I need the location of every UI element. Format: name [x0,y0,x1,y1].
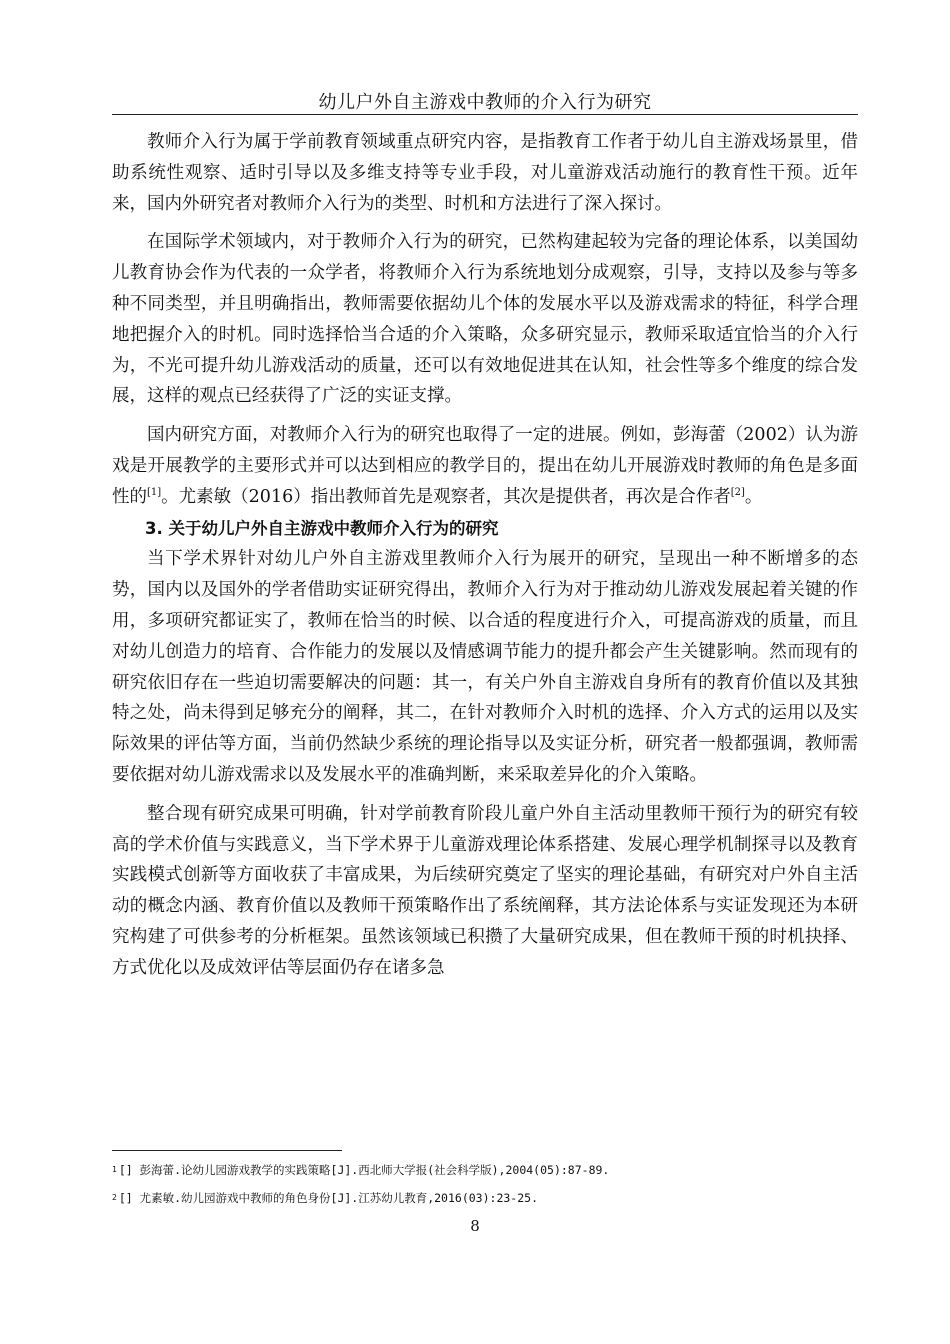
section-heading: 3. 关于幼儿户外自主游戏中教师介入行为的研究 [145,518,499,538]
paragraph-outdoor-research: 当下学术界针对幼儿户外自主游戏里教师介入行为展开的研究，呈现出一种不断增多的态势，国内以及国外的学者借助实证研究得出，教师介入行为对于推动幼儿游戏发展起着关键的作用，多项研究都证实了，教师在恰当的时候、以合适的程度进行介入，可提高游戏的质量，而且对幼儿创造力的培育、合作能力的发展以及情感调节能力的提升都会产生关键影响。然而现有的研究依旧存在一些迫切需要解决的问题：其一，有关户外自主游戏自身所有的教育价值以及其独特之处，尚未得到足够充分的阐释，其二，在针对教师介入时机的选择、介入方式的运用以及实际效果的评估等方面，当前仍然缺少系统的理论指导以及实证分析，研究者一般都强调，教师需要依据对幼儿游戏需求以及发展水平的准确判断，来采取差异化的介入策略。 [112,549,858,785]
paragraph-text: 。尤素敏（2016）指出教师首先是观察者，其次是提供者，再次是合作者 [161,486,731,507]
paragraph-text: 国内研究方面，对教师介入行为的研究也取得了一定的进展。例如，彭海蕾（2002）认为游戏是开展教学的主要形式并可以达到相应的教学目的，提出在幼儿开展游戏时教师的角色是多面性的 [112,425,858,507]
header-rule [112,114,858,115]
paragraph-intro: 教师介入行为属于学前教育领域重点研究内容，是指教育工作者于幼儿自主游戏场景里，借助系统性观察、适时引导以及多维支持等专业手段，对儿童游戏活动施行的教育性干预。近年来，国内外研究者对教师介入行为的类型、时机和方法进行了深入探讨。 [112,132,858,214]
citation-1[interactable]: [1] [147,486,162,498]
citation-2[interactable]: [2] [730,486,745,498]
paragraph-text: 。 [744,486,763,507]
footnote-text: [] 彭海蕾.论幼儿园游戏教学的实践策略[J].西北师大学报(社会科学版),2004(05):87-89. [118,1163,610,1177]
running-header: 幼儿户外自主游戏中教师的介入行为研究 [318,92,652,113]
paragraph-international-research: 在国际学术领域内，对于教师介入行为的研究，已然构建起较为完备的理论体系，以美国幼儿教育协会作为代表的一众学者，将教师介入行为系统地划分成观察，引导，支持以及参与等多种不同类型，并且明确指出，教师需要依据幼儿个体的发展水平以及游戏需求的特征，科学合理地把握介入的时机。同时选择恰当合适的介入策略，众多研究显示，教师采取适宜恰当的介入行为，不光可提升幼儿游戏活动的质量，还可以有效地促进其在认知，社会性等多个维度的综合发展，这样的观点已经获得了广泛的实证支撑。 [112,232,858,407]
paragraph-summary: 整合现有研究成果可明确，针对学前教育阶段儿童户外自主活动里教师干预行为的研究有较高的学术价值与实践意义，当下学术界于儿童游戏理论体系搭建、发展心理学机制探寻以及教育实践模式创新等方面收获了丰富成果，为后续研究奠定了坚实的理论基础，有研究对户外自主活动的概念内涵、教育价值以及教师干预策略作出了系统阐释，其方法论体系与实证发现还为本研究构建了可供参考的分析框架。虽然该领域已积攒了大量研究成果，但在教师干预的时机抉择、方式优化以及成效评估等层面仍存在诸多急 [112,803,858,978]
footnote-2: 2 [] 尤素敏.幼儿园游戏中教师的角色身份[J].江苏幼儿教育,2016(03):23-25. [112,1191,538,1205]
footnotes [112,1156,858,1212]
footnote-1: 1 [] 彭海蕾.论幼儿园游戏教学的实践策略[J].西北师大学报(社会科学版),2004(05):87-89. [112,1163,610,1177]
footnote-text: [] 尤素敏.幼儿园游戏中教师的角色身份[J].江苏幼儿教育,2016(03):23-25. [118,1191,538,1205]
footnote-rule [112,1150,342,1151]
paragraph-domestic-research [112,420,858,512]
page-number: 8 [470,1217,480,1235]
body-text [112,127,858,984]
